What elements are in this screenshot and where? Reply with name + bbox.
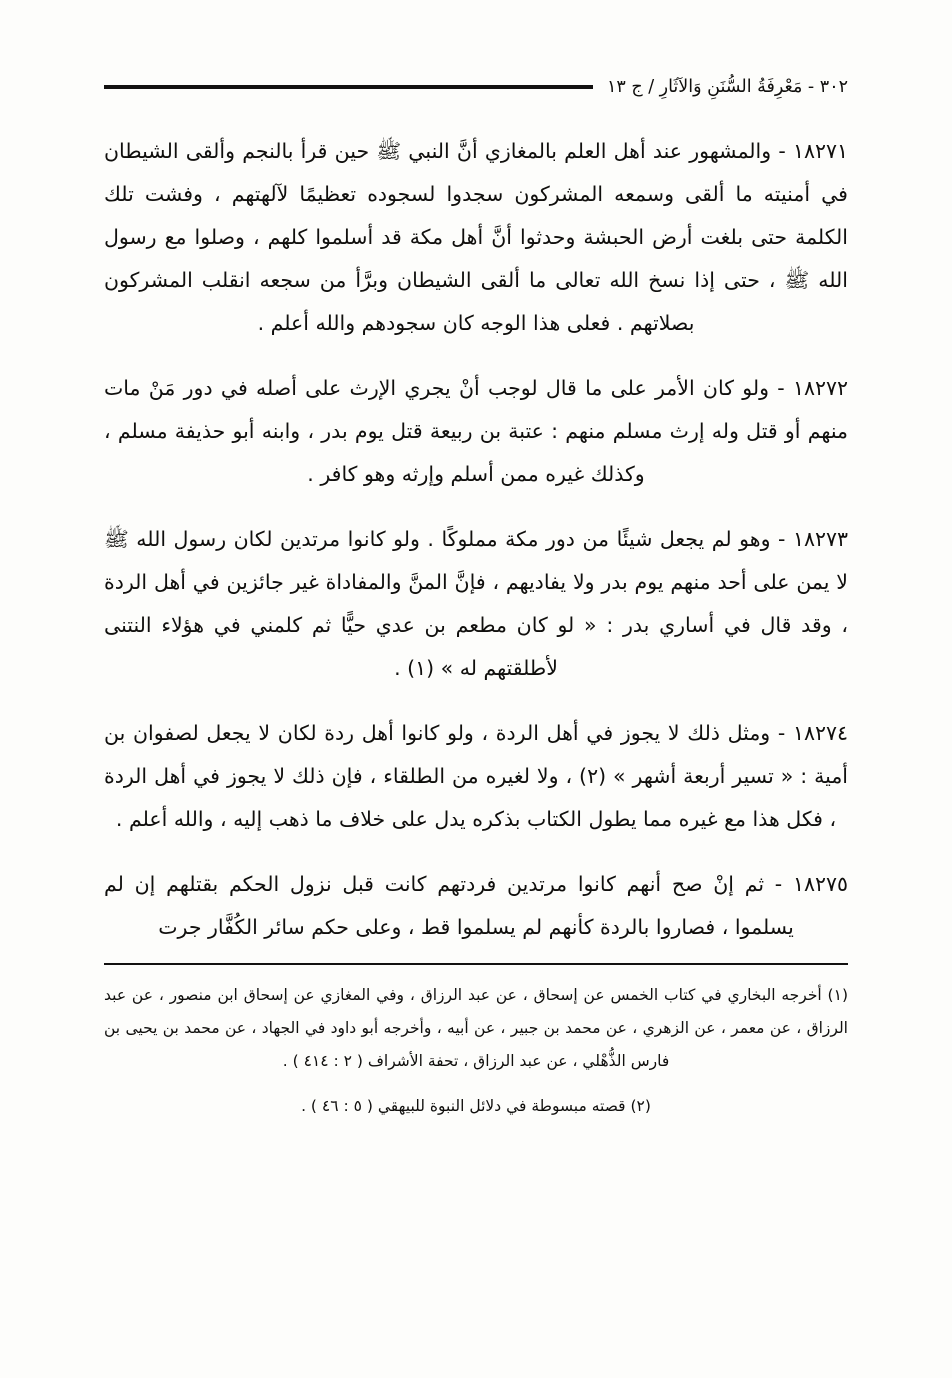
paragraph-18271: ١٨٢٧١ - والمشهور عند أهل العلم بالمغازي أنَّ النبي ﷺ حين قرأ بالنجم وألقى الشيطان في أمنيته ما ألقى وسمعه المشركون سجدوا لسجوده تعظيمًا لآلهتهم ، وفشت تلك الكلمة حتى بلغت أرض الحبشة وحدثوا أنَّ أهل مكة قد أسلموا كلهم ، وصلوا مع رسول الله ﷺ ، حتى إذا نسخ الله تعالى ما ألقى الشيطان وبرَّأ من سجعه انقلب المشركون بصلاتهم . فعلى هذا الوجه كان سجودهم والله أعلم . <box>104 139 848 335</box>
footnote-2: (٢) قصته مبسوطة في دلائل النبوة للبيهقي ( ٥ : ٤٦ ) . <box>301 1097 651 1115</box>
paragraph-18274: ١٨٢٧٤ - ومثل ذلك لا يجوز في أهل الردة ، ولو كانوا أهل ردة لكان لا يجعل لصفوان بن أمية : « تسير أربعة أشهر » (٢) ، ولا لغيره من الطلقاء ، فإن ذلك لا يجوز في أهل الردة ، فكل هذا مع غيره مما يطول الكتاب بذكره يدل على خلاف ما ذهب إليه ، والله أعلم . <box>104 721 848 831</box>
paragraph-18272: ١٨٢٧٢ - ولو كان الأمر على ما قال لوجب أنْ يجري الإرث على أصله في دور مَنْ مات منهم أو قتل وله إرث مسلم منهم : عتبة بن ربيعة قتل يوم بدر ، وابنه أبو حذيفة مسلم ، وكذلك غيره ممن أسلم وإرثه وهو كافر . <box>104 376 848 486</box>
header-rule <box>104 85 593 89</box>
page-header <box>104 68 848 108</box>
footnote-separator <box>104 963 848 965</box>
body-text <box>104 130 848 949</box>
running-head: ٣٠٢ - مَعْرِفَةُ السُّنَنِ وَالآثَارِ / ج ١٣ <box>606 77 848 97</box>
paragraph-18273: ١٨٢٧٣ - وهو لم يجعل شيئًا من دور مكة مملوكًا . ولو كانوا مرتدين لكان رسول الله ﷺ لا يمن على أحد منهم يوم بدر ولا يفاديهم ، فإنَّ المنَّ والمفاداة غير جائزين في أهل الردة ، وقد قال في أساري بدر : « لو كان مطعم بن عدي حيًّا ثم كلمني في هؤلاء النتنى لأطلقتهم له » (١) . <box>104 527 848 680</box>
paragraph-18275: ١٨٢٧٥ - ثم إنْ صح أنهم كانوا مرتدين فردتهم كانت قبل نزول الحكم بقتلهم إن لم يسلموا ، فصاروا بالردة كأنهم لم يسلموا قط ، وعلى حكم سائر الكُفَّار جرت <box>104 872 848 939</box>
footnotes <box>104 979 848 1123</box>
page-content <box>104 68 848 1338</box>
footnote-1: (١) أخرجه البخاري في كتاب الخمس عن إسحاق ، عن عبد الرزاق ، وفي المغازي عن إسحاق ابن منصور ، عن عبد الرزاق ، عن معمر ، عن الزهري ، عن محمد بن جبير ، عن أبيه ، وأخرجه أبو داود في الجهاد ، عن محمد بن يحيى بن فارس الذُّهْلي ، عن عبد الرزاق ، تحفة الأشراف ( ٢ : ٤١٤ ) . <box>104 986 848 1070</box>
